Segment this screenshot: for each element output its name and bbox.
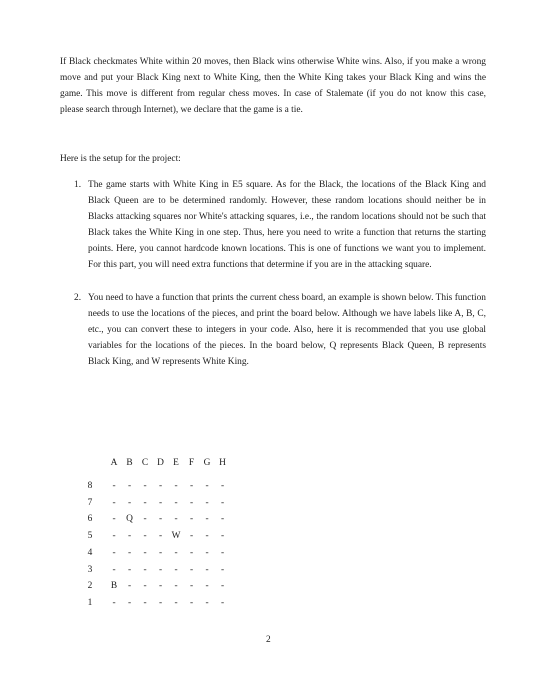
board-empty-square: - — [174, 564, 178, 575]
board-empty-square: - — [112, 597, 116, 608]
board-empty-square: - — [158, 597, 163, 608]
board-row-label: 2 — [87, 581, 93, 592]
page-number: 2 — [266, 635, 271, 645]
board-empty-square: - — [220, 531, 225, 542]
board-empty-square: - — [143, 514, 147, 525]
board-empty-square: - — [174, 547, 178, 558]
board-column-label: H — [219, 458, 226, 468]
board-piece: W — [171, 531, 181, 542]
board-empty-square: - — [158, 497, 163, 508]
board-empty-square: - — [158, 514, 163, 525]
board-piece: Q — [126, 514, 133, 525]
board-empty-square: - — [174, 497, 178, 508]
board-empty-square: - — [158, 581, 163, 592]
board-empty-square: - — [220, 514, 225, 525]
board-empty-square: - — [112, 547, 116, 558]
board-empty-square: - — [127, 531, 132, 542]
board-row-label: 4 — [87, 547, 93, 558]
board-empty-square: - — [205, 481, 209, 491]
setup-heading: Here is the setup for the project: — [60, 154, 181, 164]
board-empty-square: - — [205, 581, 209, 592]
board-empty-square: - — [143, 497, 147, 508]
board-column-label: D — [157, 458, 164, 468]
board-column-label: A — [110, 458, 118, 468]
board-empty-square: - — [158, 481, 163, 491]
board-empty-square: - — [127, 497, 132, 508]
board-empty-square: - — [205, 564, 209, 575]
board-empty-square: - — [220, 597, 225, 608]
list-item-text: You need to have a function that prints the current chess board, an example is shown below. This function needs to use the locations of the pieces, and print the board below. Although we have labels like A, B, C, etc., you can convert these to integers in your code. Also, here it is recommended that you use global variables for the locations of the pieces. In the board below, Q represents Black Queen, B represents Black King, and W represents White King. — [88, 293, 486, 368]
board-empty-square: - — [220, 581, 225, 592]
board-empty-square: - — [205, 497, 209, 508]
intro-paragraph: If Black checkmates White within 20 moves, then Black wins otherwise White wins. Also, if you make a wrong move and put your Black King next to White King, then the White King takes your Black King and wins the game. This move is different from regular chess moves. In case of Stalemate (if you do not know this case, please search through Internet), we declare that the game is a tie. — [60, 57, 486, 116]
board-empty-square: - — [127, 564, 132, 575]
board-column-label: F — [188, 458, 195, 468]
board-row-label: 3 — [87, 564, 93, 575]
board-empty-square: - — [127, 547, 132, 558]
board-empty-square: - — [189, 564, 194, 575]
board-empty-square: - — [220, 497, 225, 508]
list-item-number: 2. — [74, 293, 82, 303]
board-empty-square: - — [189, 597, 194, 608]
board-column-label: C — [141, 458, 149, 468]
board-empty-square: - — [220, 564, 225, 575]
board-row-label: 6 — [87, 514, 93, 525]
board-empty-square: - — [205, 531, 209, 542]
board-empty-square: - — [205, 514, 209, 525]
board-empty-square: - — [112, 497, 116, 508]
board-empty-square: - — [143, 547, 147, 558]
board-empty-square: - — [143, 581, 147, 592]
board-empty-square: - — [174, 481, 178, 491]
board-empty-square: - — [158, 531, 163, 542]
board-piece: B — [110, 581, 118, 592]
board-empty-square: - — [205, 597, 209, 608]
board-empty-square: - — [112, 531, 116, 542]
list-item-text: The game starts with White King in E5 square. As for the Black, the locations of the Black King and Black Queen are to be determined randomly. However, these random locations should neither be in Blacks attacking squares nor White's attacking squares, i.e., the random locations should not be such that Black takes the White King in one step. Thus, here you need to write a function that returns the starting points. Here, you cannot hardcode known locations. This is one of functions we want you to implement. For this part, you will need extra functions that determine if you are in the attacking square. — [88, 180, 486, 271]
board-empty-square: - — [143, 481, 147, 491]
board-row-label: 1 — [87, 597, 93, 608]
board-empty-square: - — [189, 531, 194, 542]
board-empty-square: - — [189, 514, 194, 525]
board-empty-square: - — [174, 581, 178, 592]
board-empty-square: - — [205, 547, 209, 558]
board-empty-square: - — [189, 481, 194, 491]
board-column-label: B — [126, 458, 133, 468]
board-empty-square: - — [189, 547, 194, 558]
board-empty-square: - — [174, 514, 178, 525]
board-empty-square: - — [174, 597, 178, 608]
board-empty-square: - — [143, 564, 147, 575]
board-row-label: 7 — [87, 497, 93, 508]
board-empty-square: - — [143, 597, 147, 608]
board-column-label: E — [173, 458, 179, 468]
board-empty-square: - — [189, 497, 194, 508]
board-empty-square: - — [143, 531, 147, 542]
board-empty-square: - — [220, 547, 225, 558]
board-empty-square: - — [127, 597, 132, 608]
board-empty-square: - — [158, 564, 163, 575]
board-empty-square: - — [158, 547, 163, 558]
board-empty-square: - — [112, 481, 116, 491]
board-empty-square: - — [127, 581, 132, 592]
list-item-number: 1. — [74, 180, 82, 190]
board-column-label: G — [203, 458, 211, 468]
board-empty-square: - — [220, 481, 225, 491]
board-empty-square: - — [112, 514, 116, 525]
board-empty-square: - — [189, 581, 194, 592]
board-row-label: 5 — [87, 531, 93, 542]
board-row-label: 8 — [87, 481, 93, 491]
board-empty-square: - — [127, 481, 132, 491]
board-empty-square: - — [112, 564, 116, 575]
